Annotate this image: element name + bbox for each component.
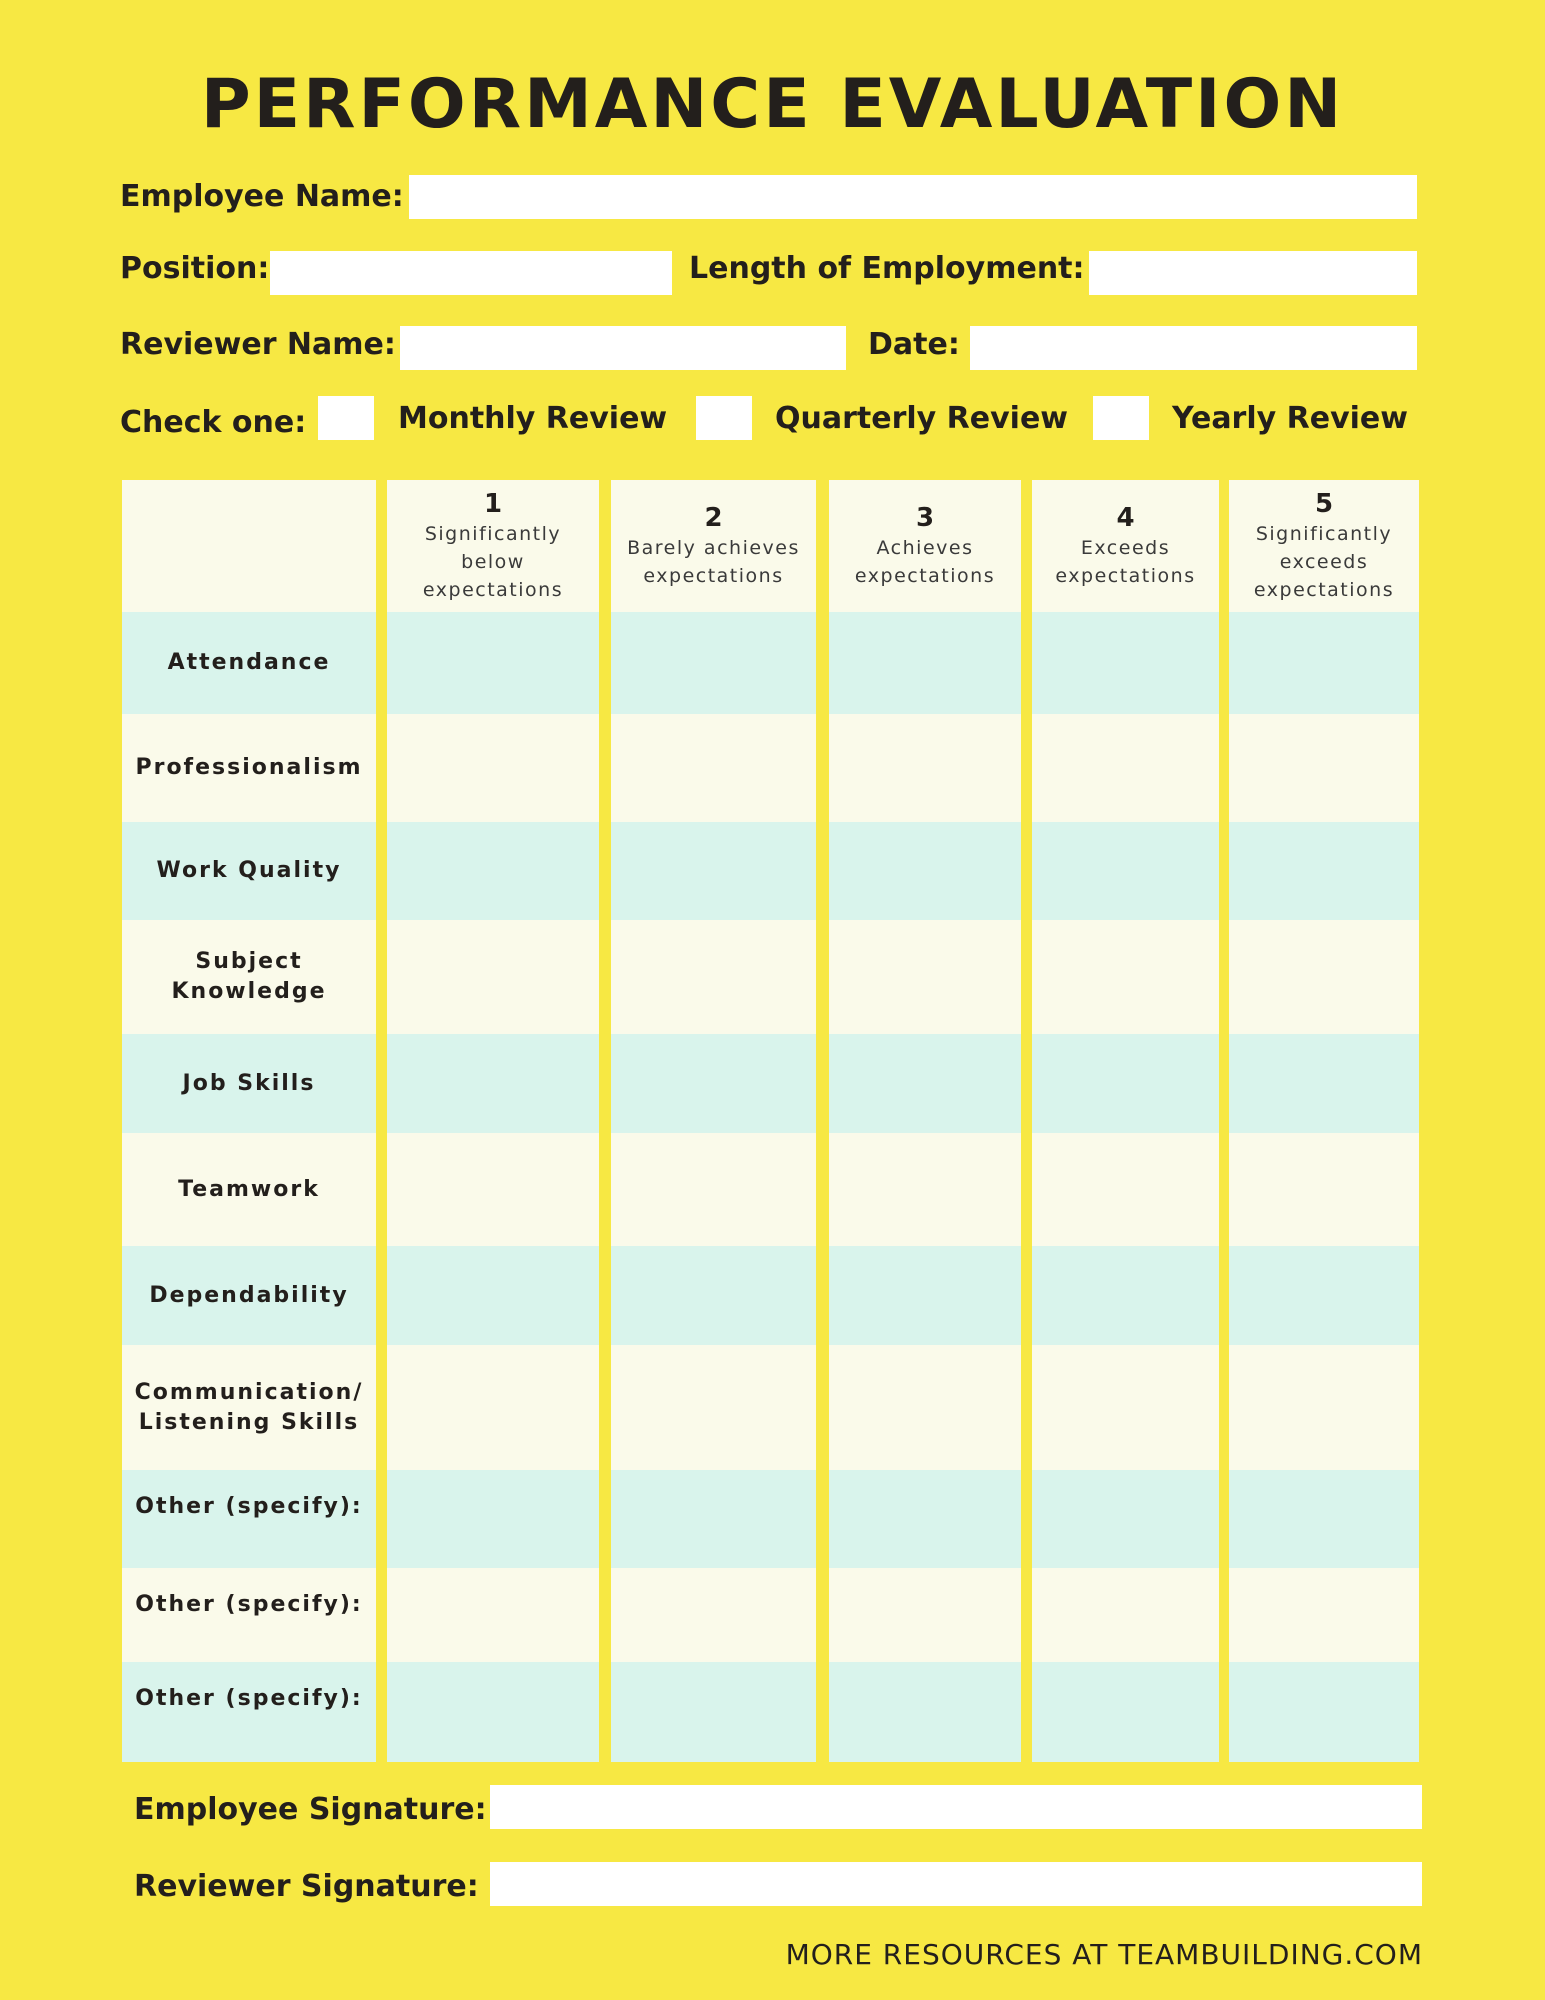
monthly-review-label: Monthly Review <box>398 401 668 436</box>
rating-header <box>611 480 816 612</box>
rating-cell[interactable] <box>1229 1662 1419 1762</box>
rating-description: Significantly below expectations <box>422 523 564 601</box>
rating-cell[interactable] <box>1032 920 1219 1034</box>
rating-number: 2 <box>704 503 723 533</box>
rating-cell[interactable] <box>1032 612 1219 714</box>
monthly-review-checkbox[interactable] <box>318 396 374 440</box>
criteria-cell <box>122 1470 376 1568</box>
length-of-employment-field[interactable] <box>1089 251 1417 295</box>
quarterly-review-label: Quarterly Review <box>775 401 1069 436</box>
rating-cell[interactable] <box>1032 714 1219 822</box>
employee-name-field[interactable] <box>409 175 1417 219</box>
date-label: Date: <box>868 327 960 362</box>
rating-number: 5 <box>1314 489 1334 519</box>
position-label: Position: <box>120 251 270 286</box>
rating-cell[interactable] <box>1229 612 1419 714</box>
criteria-label: Subject Knowledge <box>171 949 327 1004</box>
criteria-label: Dependability <box>149 1282 349 1308</box>
rating-cell[interactable] <box>387 1470 599 1568</box>
criteria-label: Teamwork <box>178 1176 320 1202</box>
rating-cell[interactable] <box>1229 920 1419 1034</box>
criteria-cell <box>122 1568 376 1662</box>
criteria-header-blank <box>122 480 376 612</box>
rating-number: 1 <box>483 489 503 519</box>
criteria-cell <box>122 612 376 714</box>
rating-cell[interactable] <box>387 1034 599 1133</box>
rating-cell[interactable] <box>829 1034 1021 1133</box>
employee-name-label: Employee Name: <box>120 179 404 214</box>
rating-cell[interactable] <box>611 1246 816 1345</box>
rating-description: Barely achieves expectations <box>627 537 800 587</box>
criteria-cell <box>122 1246 376 1345</box>
reviewer-name-field[interactable] <box>400 326 846 370</box>
rating-cell[interactable] <box>387 1133 599 1246</box>
employee-signature-field[interactable] <box>490 1785 1422 1829</box>
criteria-label: Attendance <box>167 650 331 675</box>
criteria-cell <box>122 1034 376 1133</box>
rating-cell[interactable] <box>829 1345 1021 1470</box>
criteria-label: Work Quality <box>156 858 342 883</box>
criteria-cell <box>122 714 376 822</box>
rating-cell[interactable] <box>611 612 816 714</box>
criteria-cell <box>122 1662 376 1762</box>
rating-cell[interactable] <box>1032 1034 1219 1133</box>
rating-cell[interactable] <box>611 822 816 920</box>
rating-cell[interactable] <box>1032 1246 1219 1345</box>
rating-cell[interactable] <box>1032 1662 1219 1762</box>
rating-cell[interactable] <box>611 1034 816 1133</box>
rating-cell[interactable] <box>1032 1568 1219 1662</box>
rating-cell[interactable] <box>387 1246 599 1345</box>
employee-signature-label: Employee Signature: <box>134 1792 487 1827</box>
rating-cell[interactable] <box>611 714 816 822</box>
footer-resources-link[interactable]: MORE RESOURCES AT TEAMBUILDING.COM <box>785 1938 1423 1971</box>
yearly-review-label: Yearly Review <box>1172 401 1408 436</box>
rating-cell[interactable] <box>387 612 599 714</box>
rating-column-1 <box>387 480 599 1762</box>
rating-cell[interactable] <box>611 920 816 1034</box>
rating-cell[interactable] <box>1229 822 1419 920</box>
rating-header <box>1229 480 1419 612</box>
rating-cell[interactable] <box>1229 1470 1419 1568</box>
rating-cell[interactable] <box>387 1345 599 1470</box>
rating-cell[interactable] <box>829 612 1021 714</box>
rating-cell[interactable] <box>611 1133 816 1246</box>
rating-description: Significantly exceeds expectations <box>1253 523 1395 601</box>
rating-cell[interactable] <box>1229 1133 1419 1246</box>
criteria-label: Professionalism <box>135 755 363 780</box>
rating-cell[interactable] <box>829 1470 1021 1568</box>
rating-cell[interactable] <box>1032 822 1219 920</box>
position-field[interactable] <box>270 251 672 295</box>
rating-column-4 <box>1032 480 1219 1762</box>
rating-cell[interactable] <box>829 1246 1021 1345</box>
reviewer-signature-label: Reviewer Signature: <box>134 1869 479 1904</box>
rating-cell[interactable] <box>387 920 599 1034</box>
criteria-cell <box>122 822 376 920</box>
rating-description: Achieves expectations <box>854 537 996 587</box>
rating-cell[interactable] <box>387 714 599 822</box>
reviewer-name-label: Reviewer Name: <box>120 327 396 362</box>
rating-cell[interactable] <box>829 1662 1021 1762</box>
rating-header <box>1032 480 1219 612</box>
rating-cell[interactable] <box>829 1133 1021 1246</box>
rating-cell[interactable] <box>611 1568 816 1662</box>
rating-cell[interactable] <box>829 714 1021 822</box>
yearly-review-checkbox[interactable] <box>1093 396 1149 440</box>
rating-cell[interactable] <box>1032 1470 1219 1568</box>
rating-cell[interactable] <box>1229 1345 1419 1470</box>
check-one-label: Check one: <box>120 405 307 440</box>
rating-description: Exceeds expectations <box>1055 537 1196 587</box>
rating-cell[interactable] <box>829 920 1021 1034</box>
rating-cell[interactable] <box>387 1568 599 1662</box>
rating-column-5 <box>1229 480 1419 1762</box>
rating-cell[interactable] <box>611 1470 816 1568</box>
criteria-label: Other (specify): <box>135 1686 363 1711</box>
criteria-cell <box>122 1133 376 1246</box>
rating-cell[interactable] <box>387 1662 599 1762</box>
criteria-label: Communication/ Listening Skills <box>134 1379 364 1435</box>
criteria-label: Job Skills <box>182 1070 316 1096</box>
quarterly-review-checkbox[interactable] <box>696 396 752 440</box>
rating-cell[interactable] <box>1229 714 1419 822</box>
rating-header <box>829 480 1021 612</box>
page-title: PERFORMANCE EVALUATION <box>200 65 1345 144</box>
rating-cell[interactable] <box>611 1662 816 1762</box>
criteria-label: Other (specify): <box>135 1494 363 1519</box>
rating-cell[interactable] <box>1032 1345 1219 1470</box>
rating-cell[interactable] <box>1032 1133 1219 1246</box>
rating-cell[interactable] <box>1229 1246 1419 1345</box>
criteria-column <box>122 480 376 1762</box>
criteria-label: Other (specify): <box>135 1592 363 1617</box>
rating-cell[interactable] <box>829 1568 1021 1662</box>
rating-number: 4 <box>1116 503 1135 533</box>
rating-number: 3 <box>915 503 935 533</box>
rating-cell[interactable] <box>1229 1034 1419 1133</box>
rating-cell[interactable] <box>829 822 1021 920</box>
criteria-cell <box>122 1345 376 1470</box>
date-field[interactable] <box>970 326 1417 370</box>
rating-cell[interactable] <box>611 1345 816 1470</box>
rating-column-2 <box>611 480 816 1762</box>
reviewer-signature-field[interactable] <box>490 1862 1422 1906</box>
rating-header <box>387 480 599 612</box>
length-of-employment-label: Length of Employment: <box>689 251 1085 286</box>
criteria-cell <box>122 920 376 1034</box>
rating-cell[interactable] <box>1229 1568 1419 1662</box>
rating-column-3 <box>829 480 1021 1762</box>
rating-cell[interactable] <box>387 822 599 920</box>
